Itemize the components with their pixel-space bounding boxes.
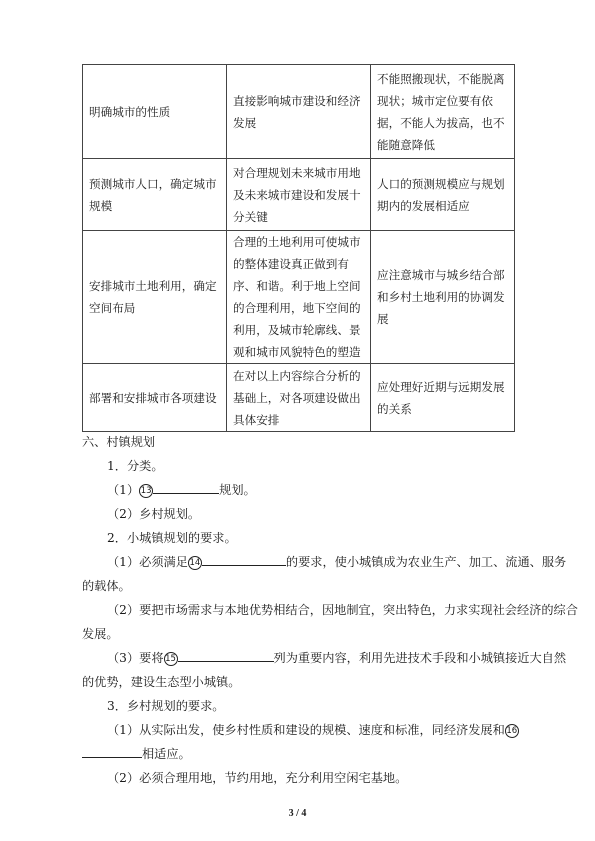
text-span: 规划。: [219, 483, 256, 497]
table-cell: 在对以上内容综合分析的基础上，对各项建设做出具体安排: [227, 364, 371, 432]
table-cell: 部署和安排城市各项建设: [83, 364, 227, 432]
text-span: （1）从实际出发，使乡村性质和建设的规模、速度和标准，同经济发展和: [107, 723, 505, 737]
table-cell: 直接影响城市建设和经济发展: [227, 65, 371, 159]
paragraph-line: （2）乡村规划。: [107, 507, 201, 521]
paragraph-line: （2）必须合理用地，节约用地，充分利用空闲宅基地。: [107, 771, 408, 785]
table-cell: 预测城市人口，确定城市规模: [83, 159, 227, 231]
section-body: [82, 0, 578, 841]
paragraph-line: [107, 650, 566, 666]
paragraph-line: （2）要把市场需求与本地优势相结合，因地制宜，突出特色，力求实现社会经济的综合: [107, 603, 578, 617]
circled-number-icon: 16: [506, 726, 518, 736]
answer-blank[interactable]: [82, 746, 142, 758]
circled-number-icon: 15: [165, 654, 176, 664]
page-number: 3 / 4: [288, 808, 307, 819]
table-cell: 人口的预测规模应与规划期内的发展相适应: [371, 159, 515, 231]
table-cell: 安排城市土地利用，确定空间布局: [83, 231, 227, 364]
paragraph-line: 2．小城镇规划的要求。: [107, 531, 237, 545]
paragraph-line: 3．乡村规划的要求。: [107, 699, 225, 713]
table-cell: 明确城市的性质: [83, 65, 227, 159]
text-span: （1）必须满足: [107, 555, 188, 569]
paragraph-line: [107, 722, 519, 738]
paragraph-line: [107, 482, 256, 498]
table-cell: 应处理好近期与远期发展的关系: [371, 364, 515, 432]
paragraph-line: 发展。: [82, 627, 119, 641]
answer-blank[interactable]: [202, 554, 286, 566]
paragraph-line: [82, 746, 191, 762]
paragraph-line: [107, 554, 566, 570]
paragraph-line: 的优势，建设生态型小城镇。: [82, 675, 241, 689]
table-cell: 应注意城市与城乡结合部和乡村土地利用的协调发展: [371, 231, 515, 364]
circled-number-icon: 13: [140, 486, 152, 496]
table-cell: 对合理规划未来城市用地及未来城市建设和发展十分关键: [227, 159, 371, 231]
circled-number-icon: 14: [189, 558, 201, 568]
text-span: （1）: [107, 483, 140, 497]
text-span: （3）要将: [107, 651, 164, 665]
table-cell: 不能照搬现状，不能脱离现状；城市定位要有依据，不能人为拔高，也不能随意降低: [371, 65, 515, 159]
text-span: 列为重要内容，利用先进技术手段和小城镇接近大自然: [273, 651, 567, 665]
section-heading: 六、村镇规划: [82, 435, 156, 449]
paragraph-line: 的载体。: [82, 579, 131, 593]
answer-blank[interactable]: [153, 482, 219, 494]
text-span: 相适应。: [142, 747, 191, 761]
table-cell: 合理的土地利用可使城市的整体建设真正做到有序、和谐。利于地上空间的合理利用，地下空间的利用，及城市轮廓线、景观和城市风貌特色的塑造: [227, 231, 371, 364]
paragraph-line: 1．分类。: [107, 459, 164, 473]
answer-blank[interactable]: [178, 650, 274, 662]
text-span: 的要求，使小城镇成为农业生产、加工、流通、服务: [285, 555, 567, 569]
